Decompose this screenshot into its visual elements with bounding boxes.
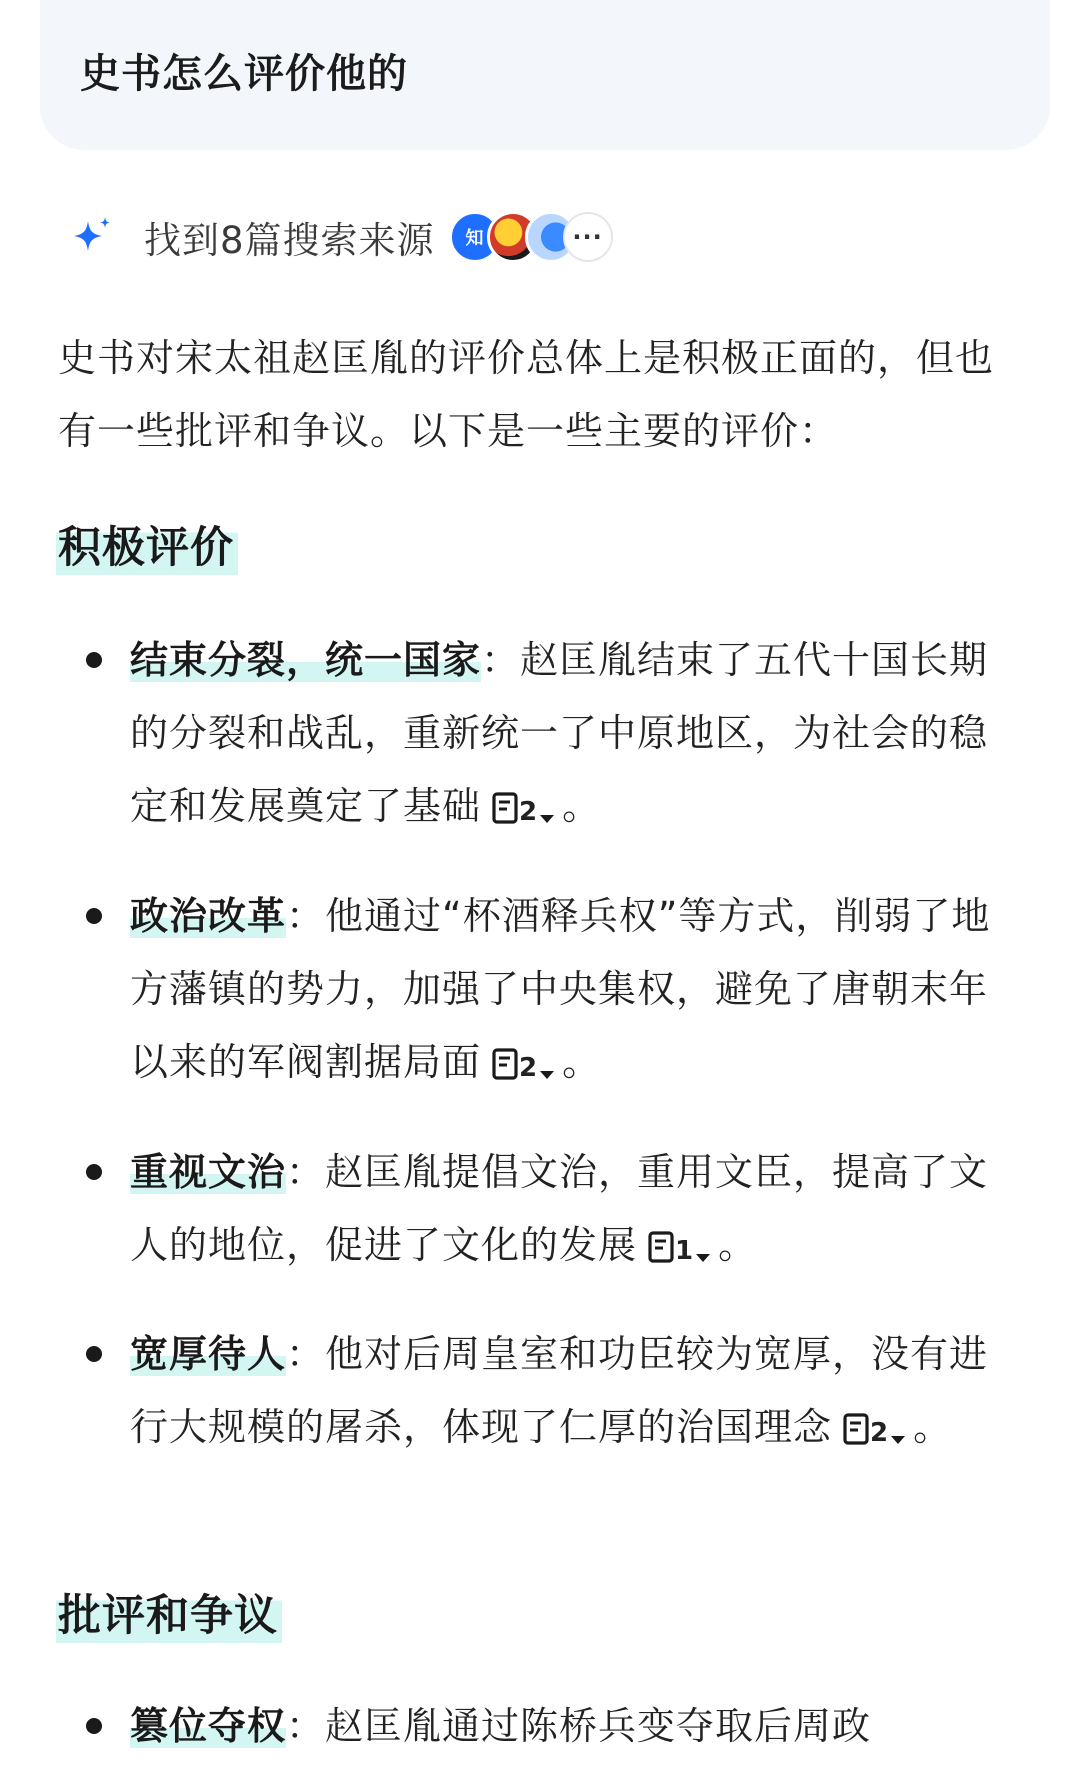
citation-badge[interactable]	[491, 791, 556, 825]
document-cite-icon	[647, 1230, 677, 1264]
list-item: 重视文治：赵匡胤提倡文治，重用文臣，提高了文人的地位，促进了文化的发展 1 。	[130, 1136, 1010, 1282]
caret-down-icon	[889, 1434, 907, 1446]
source-avatar-zhihu[interactable]: 知	[449, 211, 501, 263]
list-item	[130, 1690, 1010, 1763]
citation-badge[interactable]	[647, 1230, 712, 1264]
list-item: 政治改革：他通过“杯酒释兵权”等方式，削弱了地方藩镇的势力，加强了中央集权，避免了唐朝末年以来的军阀割据局面 2 。	[130, 880, 1010, 1099]
caret-down-icon	[538, 1069, 556, 1081]
bullet-icon	[86, 1164, 102, 1180]
citation-badge[interactable]	[491, 1047, 556, 1081]
item-term: 结束分裂，统一国家	[130, 638, 482, 682]
search-sources-row[interactable]	[68, 205, 613, 269]
caret-down-icon	[538, 813, 556, 825]
citation-count: 2	[870, 1418, 890, 1448]
item-term: 重视文治	[130, 1150, 287, 1194]
bullet-icon	[86, 1718, 102, 1734]
citation-count: 2	[519, 797, 539, 827]
source-avatars[interactable]	[449, 211, 613, 263]
section-heading-positive-text: 积极评价	[56, 523, 238, 575]
citation-badge[interactable]	[842, 1412, 907, 1446]
bullet-icon	[86, 1346, 102, 1362]
document-cite-icon	[842, 1412, 872, 1446]
more-sources-button[interactable]: ···	[563, 212, 613, 262]
sparkle-icon	[68, 213, 116, 261]
sources-label[interactable]: 找到8篇搜索来源	[144, 219, 435, 262]
item-text: ：他通过“杯酒释兵权”等方式，削弱了地方藩镇的势力，加强了中央集权，避免了唐朝末年以来的军阀割据局面	[130, 894, 991, 1084]
section-heading-criticism-text: 批评和争议	[56, 1591, 282, 1643]
document-cite-icon	[491, 1047, 521, 1081]
item-text: ：赵匡胤结束了五代十国长期的分裂和战乱，重新统一了中原地区，为社会的稳定和发展奠定了基础	[130, 638, 989, 828]
item-text: ：赵匡胤提倡文治，重用文臣，提高了文人的地位，促进了文化的发展	[130, 1150, 989, 1267]
answer-intro: 史书对宋太祖赵匡胤的评价总体上是积极正面的，但也有一些批评和争议。以下是一些主要的评价：	[58, 336, 995, 453]
caret-down-icon	[694, 1252, 712, 1264]
item-term: 宽厚待人	[130, 1332, 287, 1376]
list-item: 结束分裂，统一国家：赵匡胤结束了五代十国长期的分裂和战乱，重新统一了中原地区，为社会的稳定和发展奠定了基础 2 。	[130, 624, 1010, 843]
list-item: 宽厚待人：他对后周皇室和功臣较为宽厚，没有进行大规模的屠杀，体现了仁厚的治国理念 2 。	[130, 1318, 1010, 1464]
item-term: 篡位夺权	[130, 1704, 287, 1748]
item-term: 政治改革	[130, 894, 287, 938]
bullet-icon	[86, 652, 102, 668]
section-heading-criticism	[56, 1582, 282, 1643]
section-heading-positive	[56, 514, 238, 575]
bullet-icon	[86, 908, 102, 924]
document-cite-icon	[491, 791, 521, 825]
citation-count: 1	[675, 1236, 695, 1266]
item-text: ：赵匡胤通过陈桥兵变夺取后周政	[286, 1704, 872, 1748]
citation-count: 2	[519, 1053, 539, 1083]
user-query-text: 史书怎么评价他的	[80, 51, 408, 97]
user-query-bubble	[40, 0, 1050, 150]
item-text: ：他对后周皇室和功臣较为宽厚，没有进行大规模的屠杀，体现了仁厚的治国理念	[130, 1332, 989, 1449]
